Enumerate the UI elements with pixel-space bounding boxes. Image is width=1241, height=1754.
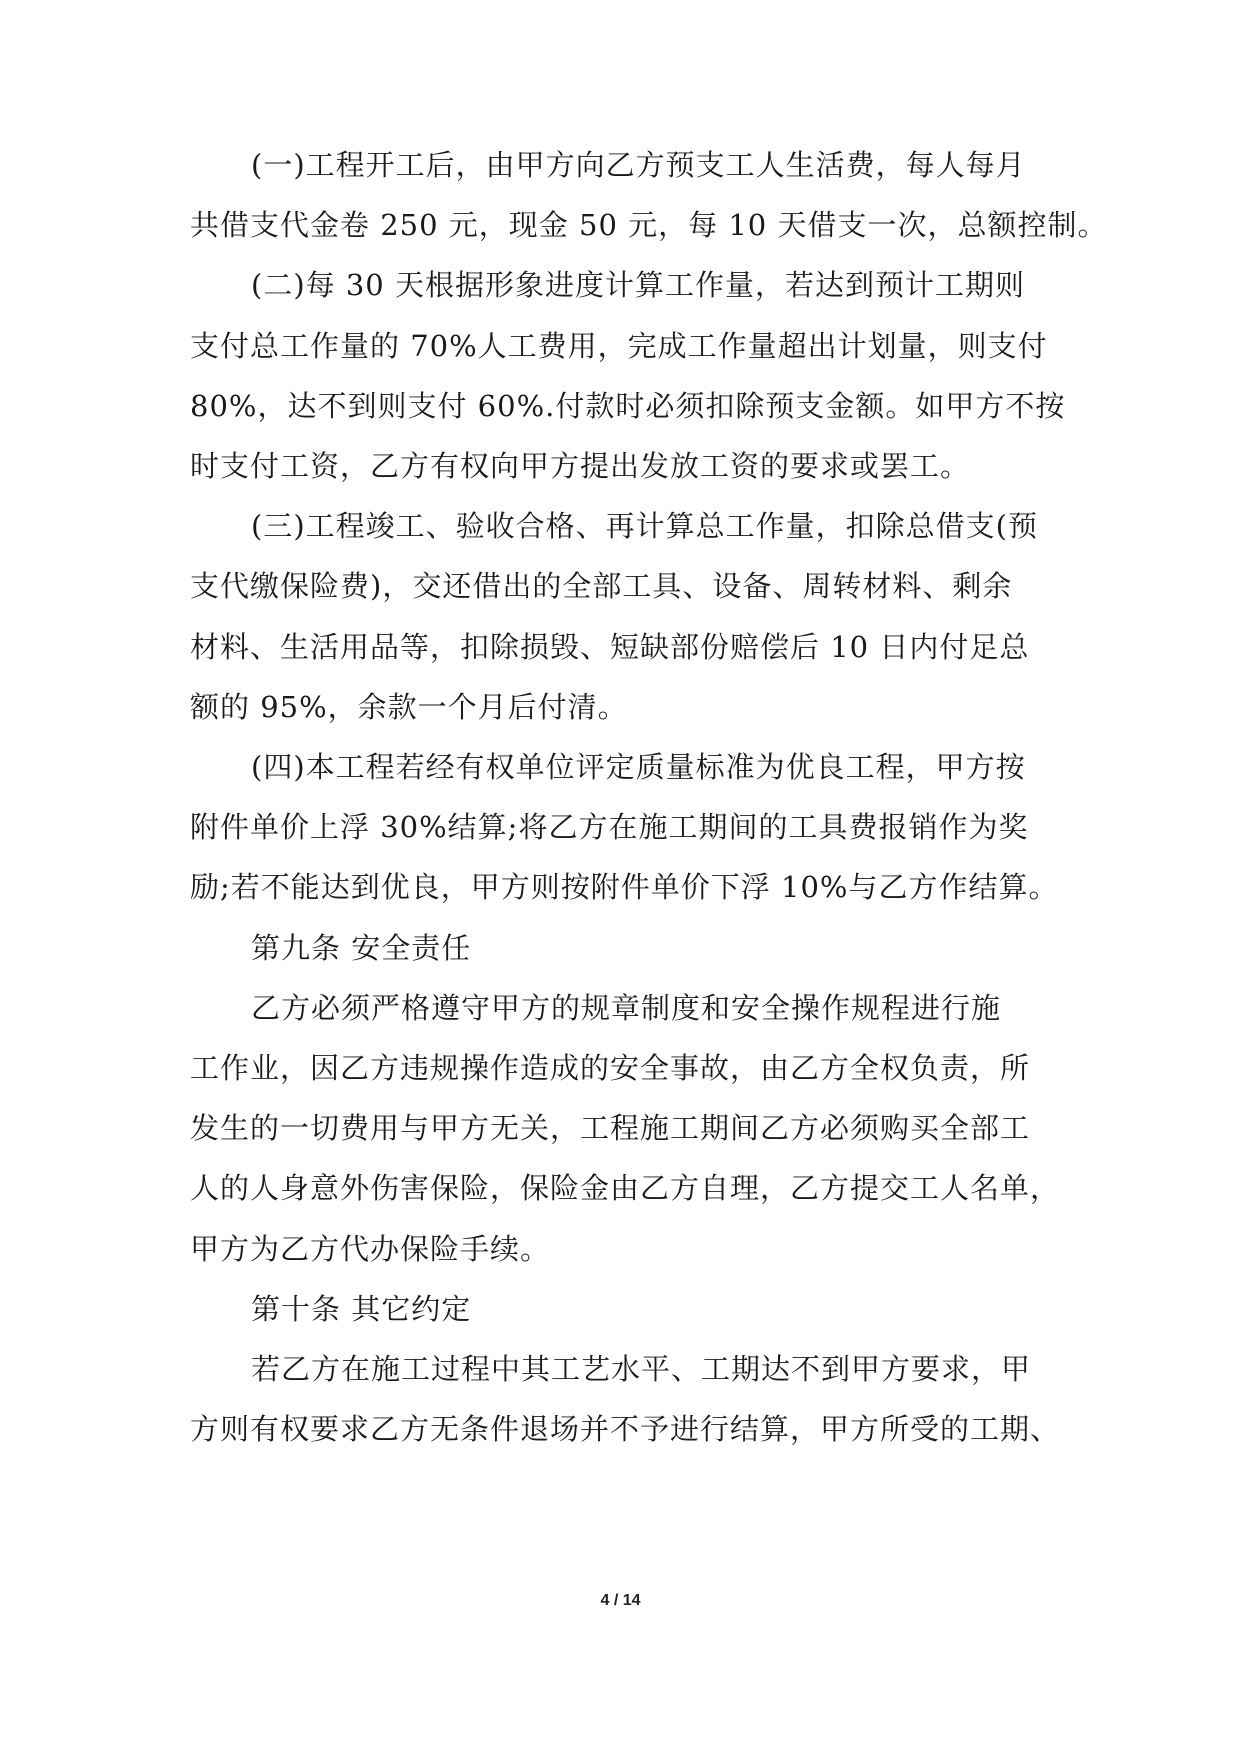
text-line: 支付总工作量的 70%人工费用，完成工作量超出计划量，则支付: [190, 329, 1048, 363]
page-number: 4 / 14: [600, 1592, 641, 1609]
text-line: 工作业，因乙方违规操作造成的安全事故，由乙方全权负责，所: [190, 1051, 1031, 1085]
text-line: 支代缴保险费)，交还借出的全部工具、设备、周转材料、剩余: [190, 569, 1013, 603]
text-line: (一)工程开工后，由甲方向乙方预支工人生活费，每人每月: [251, 148, 1026, 182]
text-line: 附件单价上浮 30%结算;将乙方在施工期间的工具费报销作为奖: [190, 810, 1029, 844]
text-line: 发生的一切费用与甲方无关，工程施工期间乙方必须购买全部工: [190, 1111, 1031, 1145]
text-line: 第十条 其它约定: [251, 1292, 472, 1326]
text-line: 80%，达不到则支付 60%.付款时必须扣除预支金额。如甲方不按: [190, 389, 1066, 423]
text-line: (二)每 30 天根据形象进度计算工作量，若达到预计工期则: [251, 268, 1025, 302]
text-line: (三)工程竣工、验收合格、再计算总工作量，扣除总借支(预: [251, 509, 1038, 543]
text-line: 时支付工资，乙方有权向甲方提出发放工资的要求或罢工。: [190, 449, 971, 483]
text-line: 材料、生活用品等，扣除损毁、短缺部份赔偿后 10 日内付足总: [190, 630, 1030, 664]
text-line: 额的 95%，余款一个月后付清。: [190, 690, 628, 724]
text-line: 若乙方在施工过程中其工艺水平、工期达不到甲方要求，甲: [251, 1352, 1032, 1386]
text-line: 励;若不能达到优良，甲方则按附件单价下浮 10%与乙方作结算。: [190, 870, 1059, 904]
text-line: 甲方为乙方代办保险手续。: [190, 1232, 551, 1266]
text-line: 共借支代金卷 250 元，现金 50 元，每 10 天借支一次，总额控制。: [190, 208, 1108, 242]
text-line: 方则有权要求乙方无条件退场并不予进行结算，甲方所受的工期、: [190, 1412, 1061, 1446]
text-line: (四)本工程若经有权单位评定质量标准为优良工程，甲方按: [251, 750, 1026, 784]
text-line: 第九条 安全责任: [251, 931, 472, 965]
text-line: 乙方必须严格遵守甲方的规章制度和安全操作规程进行施: [251, 991, 1002, 1025]
text-line: 人的人身意外伤害保险，保险金由乙方自理，乙方提交工人名单，: [190, 1171, 1061, 1205]
